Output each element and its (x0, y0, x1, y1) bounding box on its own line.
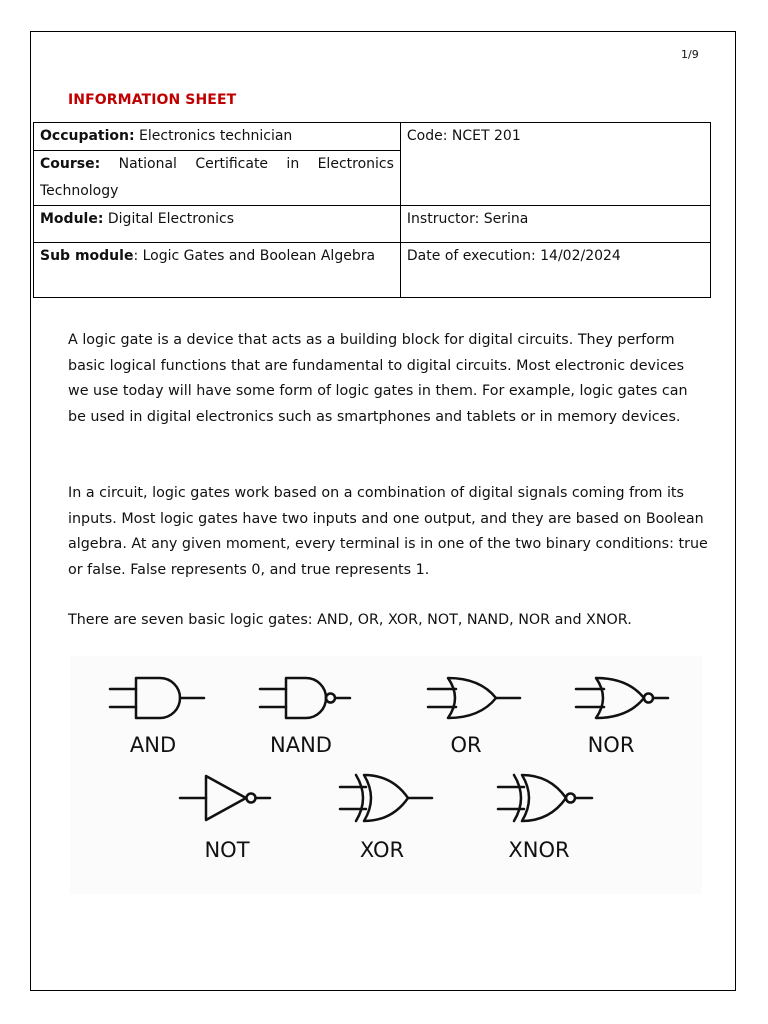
submodule-label: Sub module (40, 248, 134, 264)
gate-label-nor: NOR (587, 733, 635, 757)
gate-label-xor: XOR (359, 838, 405, 862)
course-value: National Certificate in Electronics Technology (40, 156, 394, 199)
nand-gate-icon (260, 678, 350, 718)
module-cell (34, 206, 401, 243)
table-row (34, 243, 711, 298)
not-gate-icon (180, 776, 270, 820)
occupation-value: Electronics technician (134, 128, 293, 144)
module-label: Module: (40, 211, 104, 227)
circuit-paragraph: In a circuit, logic gates work based on a combination of digital signals coming from its inputs. Most logic gates have two inputs and one output, and they are based on Boolean algebra. At any given moment, every terminal is in one of the two binary conditions: true or false. False represents 0, and true represents 1. (68, 485, 708, 578)
code-cell (400, 123, 710, 206)
submodule-value: : Logic Gates and Boolean Algebra (133, 248, 376, 264)
gates-summary-paragraph: There are seven basic logic gates: AND, OR, XOR, NOT, NAND, NOR and XNOR. (68, 612, 632, 628)
xor-gate-icon (340, 775, 432, 821)
gate-label-xnor: XNOR (508, 838, 570, 862)
gate-label-nand: NAND (270, 733, 332, 757)
submodule-cell (34, 243, 401, 298)
gate-label-or: OR (450, 733, 482, 757)
date-cell (400, 243, 710, 298)
table-row (34, 206, 711, 243)
code-value: Code: NCET 201 (406, 128, 521, 144)
module-value: Digital Electronics (103, 211, 235, 227)
and-gate-icon (110, 678, 204, 718)
nor-gate-icon (576, 678, 668, 718)
gate-label-and: AND (129, 733, 177, 757)
occupation-cell (34, 123, 401, 151)
occupation-label: Occupation: (40, 128, 135, 144)
table-row (34, 123, 711, 151)
instructor-cell (400, 206, 710, 243)
date-value: Date of execution: 14/02/2024 (406, 248, 621, 264)
xnor-gate-icon (498, 775, 592, 821)
info-table (33, 122, 711, 298)
instructor-value: Instructor: Serina (406, 211, 529, 227)
sheet-title: INFORMATION SHEET (68, 92, 237, 108)
intro-paragraph: A logic gate is a device that acts as a building block for digital circuits. They perform basic logical functions that are fundamental to digital circuits. Most electronic devices we use today will have some form of logic gates in them. For example, logic gates can be used in digital electronics such as smartphones and tablets or in memory devices. (68, 332, 688, 425)
gate-label-not: NOT (204, 838, 250, 862)
page-number: 1/9 (681, 48, 699, 61)
logic-gates-diagram (70, 656, 702, 894)
logic-gates-figure (70, 656, 702, 894)
or-gate-icon (428, 678, 520, 718)
course-cell (34, 151, 401, 206)
course-label: Course: (40, 156, 101, 172)
